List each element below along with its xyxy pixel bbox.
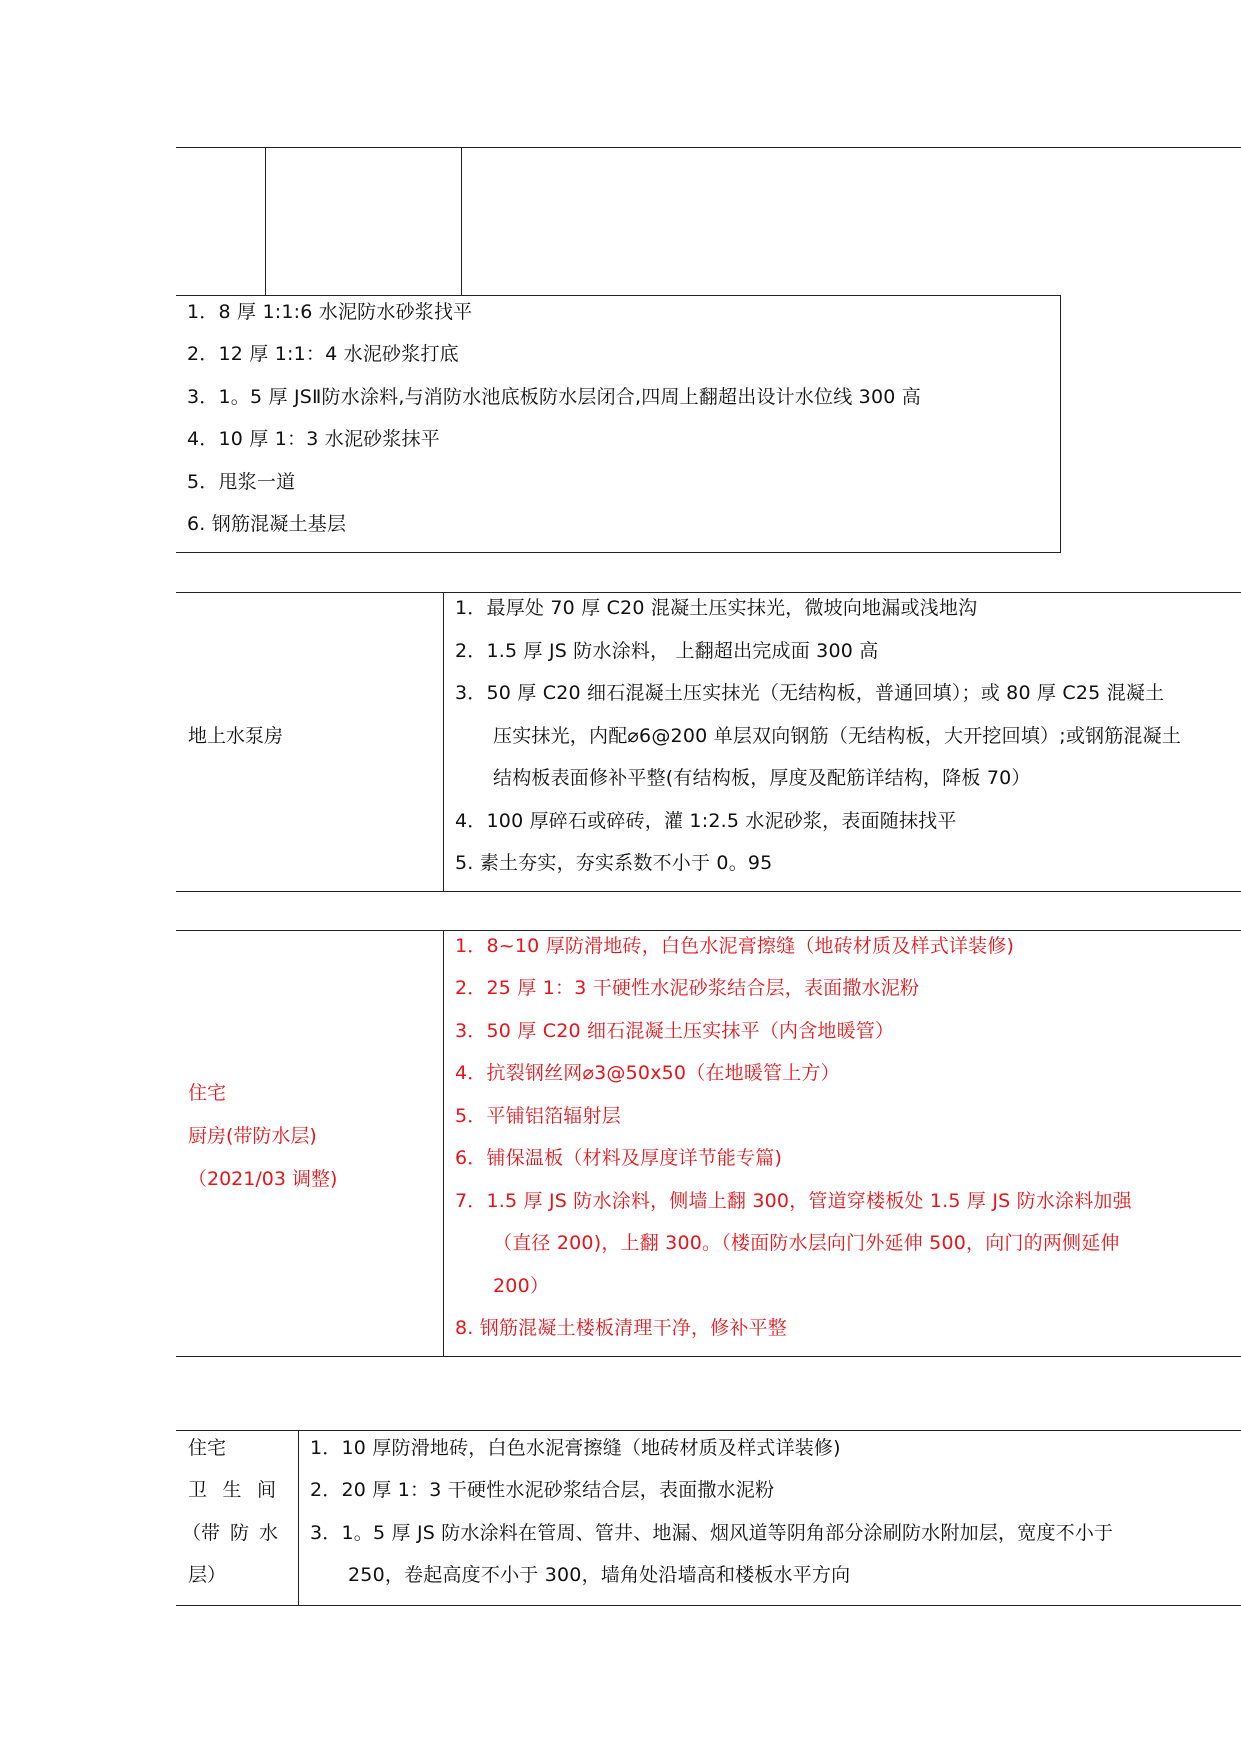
section-d-item: 2．20 厚 1：3 干硬性水泥砂浆结合层，表面撒水泥粉: [310, 1479, 775, 1501]
section-b-border-bottom: [176, 891, 1241, 892]
section-c-divider: [443, 930, 444, 1356]
section-a-item: 2．12 厚 1:1：4 水泥砂浆打底: [187, 343, 459, 365]
section-d-item: 250，卷起高度不小于 300，墙角处沿墙高和楼板水平方向: [348, 1564, 851, 1586]
section-c-item: 6．铺保温板（材料及厚度详节能专篇): [455, 1147, 783, 1169]
section-c-border-top: [176, 930, 1241, 931]
section-c-item: 5．平铺铝箔辐射层: [455, 1105, 621, 1127]
top-table-divider-2: [461, 147, 462, 295]
section-c-item: 200）: [493, 1275, 550, 1297]
section-c-item: 2．25 厚 1：3 干硬性水泥砂浆结合层，表面撒水泥粉: [455, 977, 920, 999]
section-b-item: 2．1.5 厚 JS 防水涂料， 上翻超出完成面 300 高: [455, 640, 879, 662]
section-c-border-bottom: [176, 1356, 1241, 1357]
section-c-item: 7．1.5 厚 JS 防水涂料，侧墙上翻 300，管道穿楼板处 1.5 厚 JS 防水涂料加强: [455, 1190, 1132, 1212]
section-a-border-right: [1060, 295, 1061, 553]
section-b-item: 3．50 厚 C20 细石混凝土压实抹光（无结构板，普通回填）；或 80 厚 C25 混凝土: [455, 682, 1165, 704]
top-table-border-top: [176, 147, 1241, 148]
section-d-item: 1．10 厚防滑地砖，白色水泥膏擦缝（地砖材质及样式详装修): [310, 1437, 841, 1459]
section-b-item: 压实抹光，内配⌀6@200 单层双向钢筋（无结构板，大开挖回填）;或钢筋混凝土: [493, 725, 1182, 747]
section-d-label-line: 住宅: [188, 1437, 227, 1459]
section-b-border-top: [176, 592, 1241, 593]
section-d-label-line: [182, 1521, 278, 1545]
section-d-border-bottom: [176, 1605, 1241, 1606]
section-d-label-char: 间: [256, 1479, 276, 1501]
section-b-item: 4．100 厚碎石或碎砖，灌 1:2.5 水泥砂浆，表面随抹找平: [455, 810, 957, 832]
section-c-label-line: （2021/03 调整): [188, 1168, 338, 1190]
section-a-item: 4．10 厚 1：3 水泥砂浆抹平: [187, 428, 440, 450]
section-a-item: 5．甩浆一道: [187, 471, 296, 493]
top-table-divider-1: [265, 147, 266, 295]
section-b-label: 地上水泵房: [188, 725, 284, 747]
section-d-label-line: 层）: [188, 1564, 227, 1586]
section-c-item: 3．50 厚 C20 细石混凝土压实抹平（内含地暖管）: [455, 1020, 895, 1042]
section-a-item: 1．8 厚 1:1:6 水泥防水砂浆找平: [187, 301, 473, 323]
section-a-item: 3．1。5 厚 JSⅡ防水涂料,与消防水池底板防水层闭合,四周上翻超出设计水位线 300 高: [187, 386, 921, 408]
section-b-item: 结构板表面修补平整(有结构板，厚度及配筋详结构，降板 70）: [493, 767, 1031, 789]
section-d-label-char: 生: [222, 1479, 242, 1501]
section-d-label-line: [188, 1478, 276, 1502]
section-d-label-char: （带: [182, 1522, 221, 1544]
section-d-item: 3．1。5 厚 JS 防水涂料在管周、管井、地漏、烟风道等阴角部分涂刷防水附加层，宽度不小于: [310, 1522, 1114, 1544]
section-d-label-char: 卫: [188, 1479, 208, 1501]
section-d-label-char: 水: [258, 1522, 278, 1544]
section-a-border-top: [176, 295, 1061, 296]
section-c-label-line: 厨房(带防水层): [188, 1125, 317, 1147]
section-c-label-line: 住宅: [188, 1082, 227, 1104]
section-d-border-top: [176, 1430, 1241, 1431]
section-c-item: 1．8~10 厚防滑地砖，白色水泥膏擦缝（地砖材质及样式详装修): [455, 935, 1015, 957]
section-d-divider: [298, 1430, 299, 1605]
section-a-border-bottom: [176, 552, 1061, 553]
section-d-label-char: 防: [229, 1522, 249, 1544]
section-b-divider: [443, 592, 444, 891]
section-b-item: 5. 素土夯实，夯实系数不小于 0。95: [455, 852, 773, 874]
section-a-item: 6. 钢筋混凝土基层: [187, 513, 347, 535]
section-c-item: （直径 200)，上翻 300。（楼面防水层向门外延伸 500，向门的两侧延伸: [493, 1232, 1120, 1254]
section-c-item: 8. 钢筋混凝土楼板清理干净，修补平整: [455, 1317, 787, 1339]
section-c-item: 4．抗裂钢丝网⌀3@50x50（在地暖管上方）: [455, 1062, 840, 1084]
section-b-item: 1．最厚处 70 厚 C20 混凝土压实抹光，微坡向地漏或浅地沟: [455, 597, 978, 619]
